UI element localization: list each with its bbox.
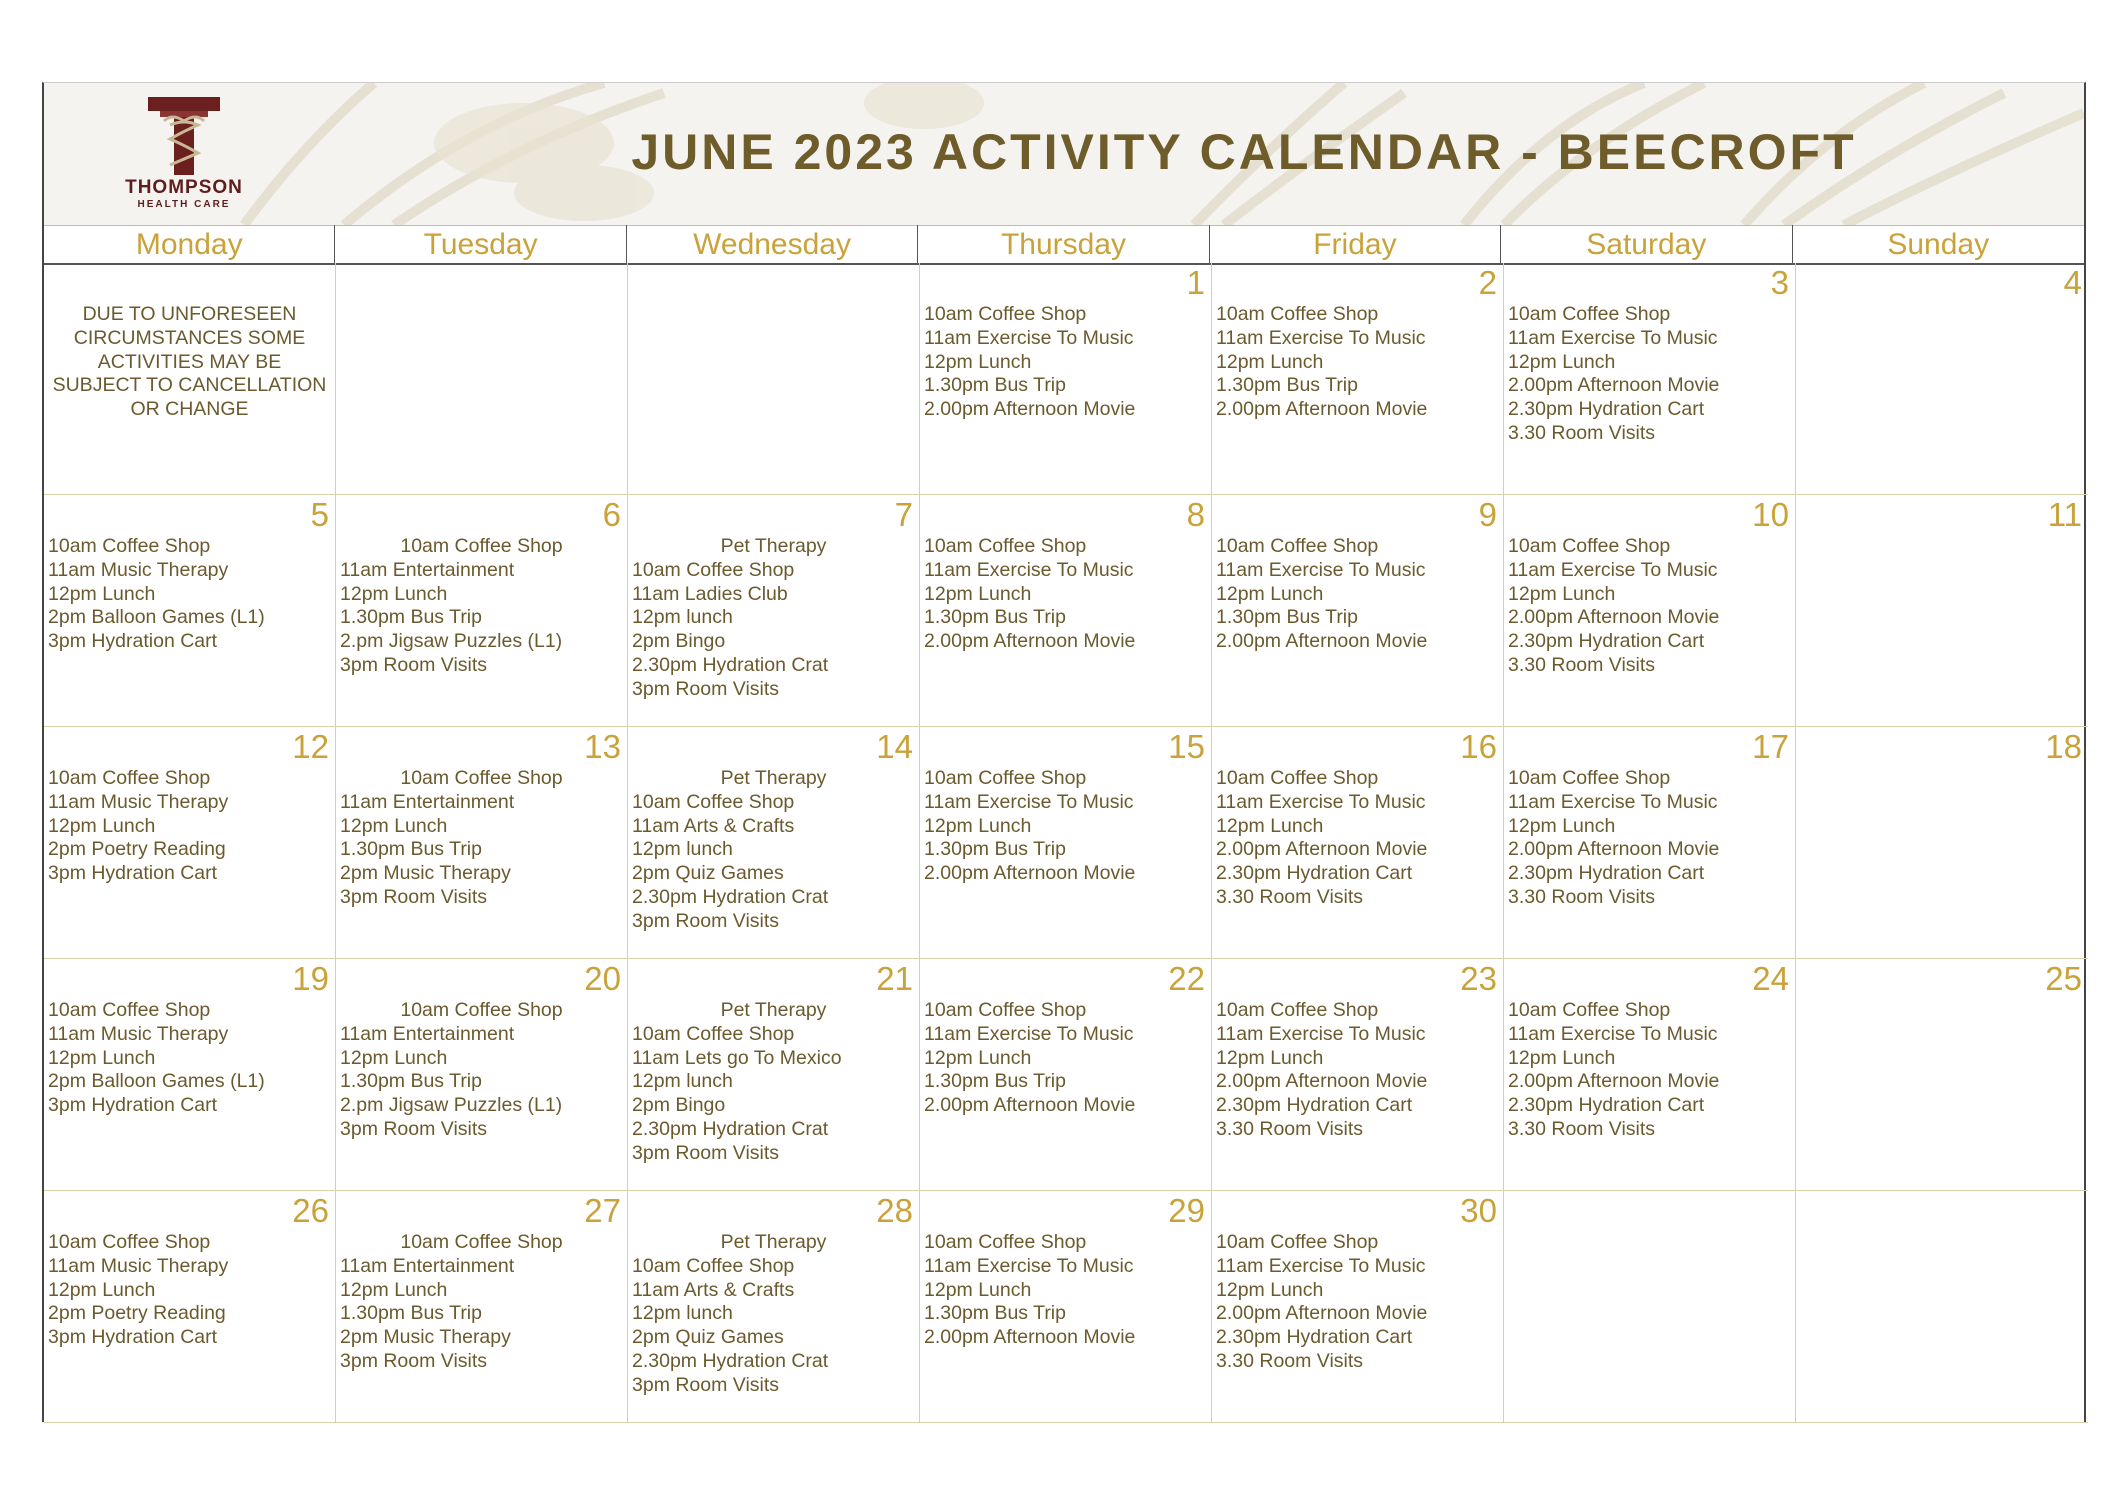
activity-list	[1508, 999, 1791, 1142]
day-cell	[628, 263, 920, 495]
activity-item: Pet Therapy	[720, 767, 827, 789]
activity-item: 11am Entertainment	[340, 558, 515, 581]
activity-item: 11am Music Therapy	[48, 1254, 229, 1277]
day-cell	[44, 1191, 336, 1423]
activity-item: 11am Arts & Crafts	[632, 1278, 795, 1301]
day-cell	[336, 263, 628, 495]
activity-item: 3pm Room Visits	[340, 653, 488, 676]
weekday-saturday: Saturday	[1501, 225, 1792, 263]
activity-item: 11am Entertainment	[340, 1254, 515, 1277]
activity-item: 12pm Lunch	[340, 1046, 448, 1069]
day-number: 30	[1460, 1192, 1497, 1229]
activity-item: 10am Coffee Shop	[1216, 535, 1379, 557]
activity-item: 3pm Room Visits	[632, 909, 780, 932]
activity-item: 3pm Room Visits	[632, 677, 780, 700]
activity-item: 3.30 Room Visits	[1508, 653, 1656, 676]
day-cell	[920, 495, 1212, 727]
activity-item: 3.30 Room Visits	[1508, 885, 1656, 908]
day-number: 8	[1186, 496, 1205, 533]
activity-item: 12pm Lunch	[924, 350, 1032, 373]
activity-item: 1.30pm Bus Trip	[1216, 374, 1358, 397]
activity-item: 2.30pm Hydration Crat	[632, 885, 829, 908]
activity-item: 10am Coffee Shop	[924, 999, 1087, 1021]
activity-item: 12pm Lunch	[48, 582, 156, 605]
activity-item: 1.30pm Bus Trip	[1216, 606, 1358, 629]
activity-list	[924, 535, 1207, 654]
activity-list	[48, 767, 331, 886]
activity-item: 2.30pm Hydration Cart	[1508, 630, 1705, 653]
activity-item: Pet Therapy	[720, 999, 827, 1021]
day-number: 26	[292, 1192, 329, 1229]
activity-list	[924, 1231, 1207, 1350]
weekday-tuesday: Tuesday	[335, 225, 626, 263]
activity-item: 3pm Hydration Cart	[48, 1094, 218, 1117]
activity-item: 3pm Hydration Cart	[48, 862, 218, 885]
activity-item: 11am Music Therapy	[48, 558, 229, 581]
day-cell	[920, 727, 1212, 959]
activity-item: 2.pm Jigsaw Puzzles (L1)	[340, 1094, 563, 1117]
activity-item: 3.30 Room Visits	[1508, 1117, 1656, 1140]
activity-item: 2pm Balloon Games (L1)	[48, 1070, 265, 1093]
activity-item: 2.30pm Hydration Cart	[1216, 1094, 1413, 1117]
day-number: 27	[584, 1192, 621, 1229]
activity-item: 10am Coffee Shop	[1508, 303, 1671, 325]
thompson-logo	[114, 95, 254, 215]
weekday-friday: Friday	[1210, 225, 1501, 263]
day-cell	[1212, 495, 1504, 727]
day-cell	[920, 1191, 1212, 1423]
day-cell	[336, 727, 628, 959]
activity-item: 2.00pm Afternoon Movie	[924, 1326, 1136, 1349]
weekday-thursday: Thursday	[918, 225, 1209, 263]
weekday-header	[44, 225, 2084, 265]
day-cell	[1796, 495, 2088, 727]
day-cell	[1796, 263, 2088, 495]
day-cell	[336, 959, 628, 1191]
activity-item: 10am Coffee Shop	[400, 999, 563, 1021]
day-cell	[1504, 263, 1796, 495]
day-cell	[920, 959, 1212, 1191]
activity-item: 2.00pm Afternoon Movie	[924, 862, 1136, 885]
activity-list	[340, 535, 623, 678]
activity-list	[924, 303, 1207, 422]
activity-item: Pet Therapy	[720, 535, 827, 557]
activity-item: 11am Exercise To Music	[1508, 558, 1718, 581]
day-number: 2	[1478, 264, 1497, 301]
activity-item: 12pm Lunch	[1216, 350, 1324, 373]
weekday-monday: Monday	[44, 225, 335, 263]
activity-item: 12pm Lunch	[924, 1278, 1032, 1301]
activity-item: 11am Entertainment	[340, 1022, 515, 1045]
activity-item: 2.00pm Afternoon Movie	[1216, 398, 1428, 421]
activity-item: 1.30pm Bus Trip	[924, 1070, 1066, 1093]
activity-item: 10am Coffee Shop	[1508, 535, 1671, 557]
day-cell	[1796, 1191, 2088, 1423]
activity-item: 11am Exercise To Music	[1508, 326, 1718, 349]
day-cell	[628, 727, 920, 959]
activity-item: 11am Exercise To Music	[1216, 790, 1426, 813]
day-number: 21	[876, 960, 913, 997]
activity-item: 2.00pm Afternoon Movie	[1508, 838, 1720, 861]
activity-list	[48, 999, 331, 1118]
activity-item: 3pm Room Visits	[340, 1117, 488, 1140]
activity-item: 10am Coffee Shop	[632, 1022, 795, 1045]
activity-item: 2.30pm Hydration Cart	[1216, 862, 1413, 885]
day-number: 13	[584, 728, 621, 765]
activity-item: 12pm lunch	[632, 838, 733, 861]
activity-item: 2.30pm Hydration Cart	[1508, 398, 1705, 421]
day-cell	[628, 495, 920, 727]
activity-list	[340, 767, 623, 910]
activity-item: 10am Coffee Shop	[924, 535, 1087, 557]
activity-item: 10am Coffee Shop	[1216, 303, 1379, 325]
activity-item: 1.30pm Bus Trip	[340, 1070, 482, 1093]
activity-item: 12pm Lunch	[340, 814, 448, 837]
activity-item: 12pm Lunch	[1508, 582, 1616, 605]
activity-list	[1216, 535, 1499, 654]
activity-item: 12pm Lunch	[48, 1046, 156, 1069]
day-cell	[44, 727, 336, 959]
day-cell	[44, 495, 336, 727]
activity-list	[48, 535, 331, 654]
activity-item: 10am Coffee Shop	[632, 1254, 795, 1277]
activity-item: 11am Arts & Crafts	[632, 814, 795, 837]
activity-list	[1508, 535, 1791, 678]
activity-list	[1216, 999, 1499, 1142]
activity-item: 1.30pm Bus Trip	[924, 606, 1066, 629]
activity-item: 2.00pm Afternoon Movie	[1508, 1070, 1720, 1093]
day-number: 11	[2047, 496, 2082, 533]
activity-item: 1.30pm Bus Trip	[340, 1302, 482, 1325]
activity-item: 1.30pm Bus Trip	[924, 838, 1066, 861]
day-cell	[44, 959, 336, 1191]
day-cell	[1212, 1191, 1504, 1423]
day-number: 1	[1186, 264, 1205, 301]
day-number: 6	[602, 496, 621, 533]
activity-item: 11am Lets go To Mexico	[632, 1046, 842, 1069]
activity-item: 12pm Lunch	[1508, 814, 1616, 837]
cancellation-notice: DUE TO UNFORESEEN CIRCUMSTANCES SOME ACTIVITIES MAY BE SUBJECT TO CANCELLATION OR CHANGE	[52, 303, 327, 421]
day-cell	[1212, 959, 1504, 1191]
activity-item: 2pm Music Therapy	[340, 1326, 511, 1349]
activity-item: 10am Coffee Shop	[1216, 1231, 1379, 1253]
activity-item: 2pm Poetry Reading	[48, 838, 226, 861]
activity-item: 2.00pm Afternoon Movie	[1216, 1302, 1428, 1325]
day-number: 22	[1168, 960, 1205, 997]
activity-item: 1.30pm Bus Trip	[340, 606, 482, 629]
activity-list	[1216, 303, 1499, 422]
activity-list	[1508, 303, 1791, 446]
day-number: 10	[1752, 496, 1789, 533]
day-number: 15	[1168, 728, 1205, 765]
day-number: 29	[1168, 1192, 1205, 1229]
day-cell	[628, 1191, 920, 1423]
day-cell	[1796, 959, 2088, 1191]
weekday-wednesday: Wednesday	[627, 225, 918, 263]
day-number: 5	[310, 496, 329, 533]
activity-item: 12pm lunch	[632, 606, 733, 629]
day-cell	[1212, 263, 1504, 495]
activity-list	[632, 535, 915, 702]
activity-item: 10am Coffee Shop	[632, 558, 795, 581]
activity-item: 11am Music Therapy	[48, 790, 229, 813]
day-number: 25	[2045, 960, 2082, 997]
activity-item: 11am Exercise To Music	[924, 1254, 1134, 1277]
activity-item: 11am Exercise To Music	[924, 790, 1134, 813]
activity-item: 3pm Room Visits	[340, 885, 488, 908]
day-cell	[920, 263, 1212, 495]
activity-item: 2.00pm Afternoon Movie	[1216, 1070, 1428, 1093]
activity-item: 10am Coffee Shop	[400, 767, 563, 789]
activity-item: Pet Therapy	[720, 1231, 827, 1253]
activity-item: 2.00pm Afternoon Movie	[924, 1094, 1136, 1117]
activity-item: 10am Coffee Shop	[48, 1231, 211, 1253]
activity-item: 3pm Room Visits	[340, 1349, 488, 1372]
activity-item: 3.30 Room Visits	[1216, 885, 1364, 908]
activity-item: 10am Coffee Shop	[1216, 767, 1379, 789]
day-number: 24	[1752, 960, 1789, 997]
day-cell	[336, 1191, 628, 1423]
page-title: JUNE 2023 ACTIVITY CALENDAR - BEECROFT	[631, 124, 1857, 180]
activity-item: 12pm Lunch	[924, 814, 1032, 837]
day-cell	[1504, 1191, 1796, 1423]
activity-item: 12pm Lunch	[924, 1046, 1032, 1069]
activity-item: 12pm Lunch	[48, 1278, 156, 1301]
activity-item: 11am Entertainment	[340, 790, 515, 813]
activity-item: 11am Exercise To Music	[1216, 558, 1426, 581]
day-cell	[1504, 727, 1796, 959]
day-number: 4	[2063, 264, 2082, 301]
activity-list	[632, 1231, 915, 1398]
activity-item: 2.30pm Hydration Cart	[1216, 1326, 1413, 1349]
activity-item: 3pm Room Visits	[632, 1373, 780, 1396]
activity-item: 2.30pm Hydration Crat	[632, 1117, 829, 1140]
activity-item: 2pm Bingo	[632, 1094, 726, 1117]
activity-item: 1.30pm Bus Trip	[924, 374, 1066, 397]
day-number: 18	[2045, 728, 2082, 765]
activity-item: 2.30pm Hydration Crat	[632, 1349, 829, 1372]
day-number: 14	[876, 728, 913, 765]
activity-list	[1216, 1231, 1499, 1374]
activity-list	[632, 999, 915, 1166]
activity-item: 11am Exercise To Music	[924, 1022, 1134, 1045]
activity-item: 12pm Lunch	[1508, 350, 1616, 373]
activity-item: 2.30pm Hydration Cart	[1508, 1094, 1705, 1117]
day-number: 28	[876, 1192, 913, 1229]
day-number: 9	[1478, 496, 1497, 533]
activity-item: 10am Coffee Shop	[924, 1231, 1087, 1253]
day-cell	[1504, 495, 1796, 727]
activity-item: 2.30pm Hydration Crat	[632, 653, 829, 676]
activity-item: 2.30pm Hydration Cart	[1508, 862, 1705, 885]
logo-subtitle: HEALTH CARE	[137, 199, 231, 210]
activity-item: 10am Coffee Shop	[48, 999, 211, 1021]
activity-list	[924, 999, 1207, 1118]
activity-item: 10am Coffee Shop	[924, 767, 1087, 789]
day-cell	[1504, 959, 1796, 1191]
activity-item: 3pm Hydration Cart	[48, 630, 218, 653]
activity-item: 10am Coffee Shop	[632, 790, 795, 813]
day-cell	[628, 959, 920, 1191]
activity-item: 2.00pm Afternoon Movie	[1508, 374, 1720, 397]
day-number: 17	[1752, 728, 1789, 765]
activity-item: 12pm lunch	[632, 1070, 733, 1093]
activity-item: 12pm Lunch	[1508, 1046, 1616, 1069]
day-cell	[1796, 727, 2088, 959]
day-number: 23	[1460, 960, 1497, 997]
activity-item: 2.00pm Afternoon Movie	[1216, 630, 1428, 653]
activity-item: 3.30 Room Visits	[1508, 421, 1656, 444]
activity-item: 2.pm Jigsaw Puzzles (L1)	[340, 630, 563, 653]
activity-item: 2pm Music Therapy	[340, 862, 511, 885]
day-cell	[336, 495, 628, 727]
calendar-grid	[44, 263, 2084, 1423]
day-number: 19	[292, 960, 329, 997]
activity-item: 12pm Lunch	[924, 582, 1032, 605]
activity-item: 11am Music Therapy	[48, 1022, 229, 1045]
logo-name: THOMPSON	[125, 177, 243, 198]
day-number: 7	[894, 496, 913, 533]
weekday-sunday: Sunday	[1887, 228, 1990, 261]
activity-list	[1508, 767, 1791, 910]
activity-list	[924, 767, 1207, 886]
activity-item: 11am Exercise To Music	[924, 326, 1134, 349]
activity-item: 12pm Lunch	[1216, 1046, 1324, 1069]
activity-list	[340, 1231, 623, 1374]
activity-item: 1.30pm Bus Trip	[924, 1302, 1066, 1325]
activity-item: 3.30 Room Visits	[1216, 1117, 1364, 1140]
activity-item: 11am Ladies Club	[632, 582, 788, 605]
activity-item: 10am Coffee Shop	[1508, 767, 1671, 789]
activity-item: 10am Coffee Shop	[48, 535, 211, 557]
activity-item: 11am Exercise To Music	[1216, 1254, 1426, 1277]
activity-item: 2.00pm Afternoon Movie	[1216, 838, 1428, 861]
activity-item: 10am Coffee Shop	[400, 1231, 563, 1253]
activity-item: 12pm Lunch	[48, 814, 156, 837]
activity-item: 12pm Lunch	[1216, 582, 1324, 605]
activity-list	[632, 767, 915, 934]
activity-item: 10am Coffee Shop	[1508, 999, 1671, 1021]
activity-item: 2pm Poetry Reading	[48, 1302, 226, 1325]
activity-item: 11am Exercise To Music	[1508, 790, 1718, 813]
activity-item: 10am Coffee Shop	[924, 303, 1087, 325]
activity-item: 11am Exercise To Music	[1216, 1022, 1426, 1045]
activity-item: 2pm Quiz Games	[632, 862, 784, 885]
activity-item: 2.00pm Afternoon Movie	[924, 630, 1136, 653]
calendar-sheet	[42, 82, 2086, 1422]
activity-item: 12pm Lunch	[1216, 814, 1324, 837]
activity-item: 10am Coffee Shop	[48, 767, 211, 789]
activity-item: 10am Coffee Shop	[400, 535, 563, 557]
day-number: 12	[292, 728, 329, 765]
activity-item: 12pm Lunch	[1216, 1278, 1324, 1301]
activity-item: 2.00pm Afternoon Movie	[924, 398, 1136, 421]
caduceus-t-icon	[114, 95, 254, 179]
header-banner	[44, 83, 2084, 226]
day-number: 3	[1770, 264, 1789, 301]
activity-item: 2pm Bingo	[632, 630, 726, 653]
day-number: 16	[1460, 728, 1497, 765]
activity-list	[48, 1231, 331, 1350]
activity-item: 2.00pm Afternoon Movie	[1508, 606, 1720, 629]
activity-item: 3.30 Room Visits	[1216, 1349, 1364, 1372]
activity-item: 11am Exercise To Music	[1508, 1022, 1718, 1045]
activity-item: 3pm Hydration Cart	[48, 1326, 218, 1349]
activity-item: 12pm Lunch	[340, 1278, 448, 1301]
activity-item: 1.30pm Bus Trip	[340, 838, 482, 861]
activity-item: 3pm Room Visits	[632, 1141, 780, 1164]
activity-item: 12pm Lunch	[340, 582, 448, 605]
activity-item: 2pm Quiz Games	[632, 1326, 784, 1349]
activity-item: 2pm Balloon Games (L1)	[48, 606, 265, 629]
activity-item: 12pm lunch	[632, 1302, 733, 1325]
day-cell	[44, 263, 336, 495]
activity-list	[1216, 767, 1499, 910]
day-cell	[1212, 727, 1504, 959]
activity-list	[340, 999, 623, 1142]
activity-item: 11am Exercise To Music	[924, 558, 1134, 581]
day-number: 20	[584, 960, 621, 997]
activity-item: 11am Exercise To Music	[1216, 326, 1426, 349]
activity-item: 10am Coffee Shop	[1216, 999, 1379, 1021]
